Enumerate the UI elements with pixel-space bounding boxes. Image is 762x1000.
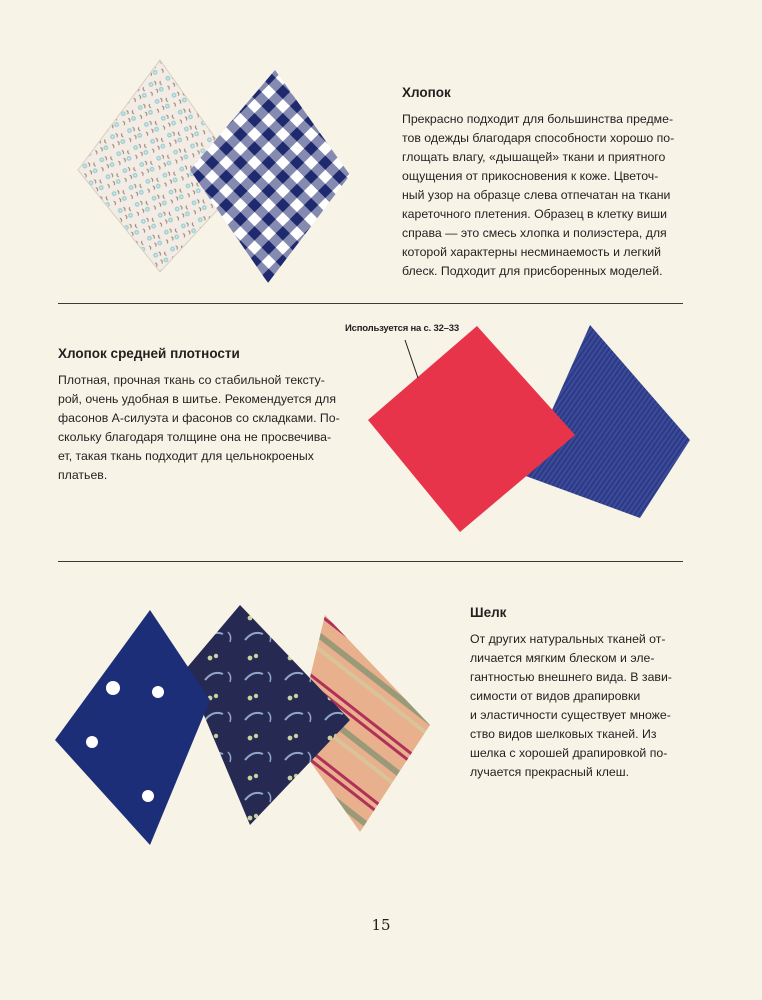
section-text-medium-cotton — [58, 371, 358, 485]
section-title-silk: Шелк — [470, 605, 507, 620]
section-text-cotton — [402, 110, 702, 281]
medium-cotton-section — [58, 345, 358, 485]
page-reference-note: Используется на с. 32–33 — [345, 323, 459, 334]
text-line: лучается прекрасный клеш. — [470, 765, 629, 779]
text-line: ощущения от прикосновения к коже. Цветоч- — [402, 169, 659, 183]
text-line: скольку благодаря толщине она не просвечива- — [58, 430, 332, 444]
section-text-silk — [470, 630, 730, 782]
page-number: 15 — [371, 916, 391, 934]
text-line: ство видов шелковых тканей. Из — [470, 727, 657, 741]
text-line: тов одежды благодаря способности хорошо по- — [402, 131, 675, 145]
silk-section — [470, 604, 730, 782]
section-title-medium-cotton: Хлопок средней плотности — [58, 346, 240, 361]
text-line: ный узор на образце слева отпечатан на ткани — [402, 188, 671, 202]
text-line: рой, очень удобная в шитье. Рекомендуется для — [58, 392, 336, 406]
cotton-section — [402, 84, 702, 281]
text-line: ет, такая ткань подходит для цельнокроеных — [58, 449, 314, 463]
text-line: которой характерны несминаемость и легкий — [402, 245, 662, 259]
text-line: и эластичности существует множе- — [470, 708, 671, 722]
reference-pointer-line — [405, 340, 418, 378]
polka-dot-silk-swatch — [55, 610, 210, 845]
text-line: симости от видов драпировки — [470, 689, 641, 703]
text-line: фасонов А-силуэта и фасонов со складками. По- — [58, 411, 340, 425]
text-line: шелка с хорошей драпировкой по- — [470, 746, 668, 760]
text-line: Плотная, прочная ткань со стабильной тексту- — [58, 373, 325, 387]
text-line: глощать влагу, «дышащей» ткани и приятного — [402, 150, 666, 164]
text-line: платьев. — [58, 468, 108, 482]
section-divider — [58, 561, 683, 562]
red-cotton-swatch — [368, 326, 575, 532]
text-line: От других натуральных тканей от- — [470, 632, 666, 646]
text-line: гантностью внешнего вида. В зави- — [470, 670, 672, 684]
text-line: блеск. Подходит для присборенных моделей. — [402, 264, 663, 278]
section-title-cotton: Хлопок — [402, 85, 451, 100]
text-line: справа — это смесь хлопка и полиэстера, для — [402, 226, 667, 240]
text-line: личается мягким блеском и эле- — [470, 651, 655, 665]
text-line: Прекрасно подходит для большинства предме- — [402, 112, 674, 126]
text-line: кареточного плетения. Образец в клетку виши — [402, 207, 667, 221]
gingham-cotton-swatch — [190, 70, 350, 283]
